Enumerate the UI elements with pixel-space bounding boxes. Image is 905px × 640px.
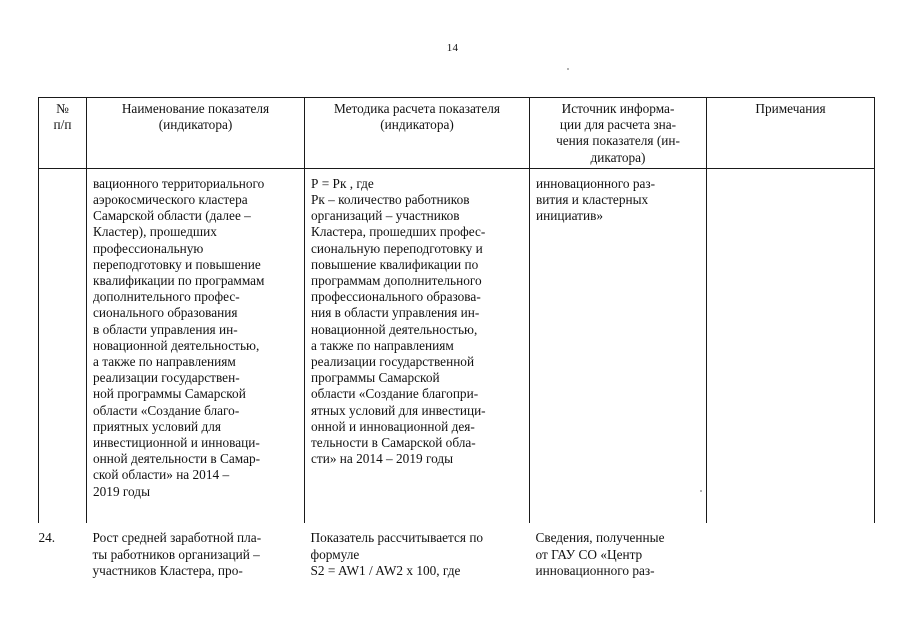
header-information-source: Источник информа- ции для расчета зна- чения показателя (ин- дикатора) (530, 98, 707, 169)
calculation-method: Показатель рассчитывается по формуле S2 = AW1 / AW2 x 100, где (310, 530, 484, 578)
header-indicator-name: Наименование показателя (индикатора) (87, 98, 305, 169)
notes (707, 168, 875, 523)
information-source: Сведения, полученные от ГАУ СО «Центр инновационного раз- (535, 530, 665, 578)
header-calculation-method: Методика расчета показателя (индикатора) (305, 98, 530, 169)
indicators-table (38, 97, 875, 603)
information-source: инновационного раз- вития и кластерных инициатив» (530, 168, 707, 523)
header-number: № п/п (39, 98, 87, 169)
scan-speck (567, 68, 569, 70)
page-number: 14 (446, 42, 459, 54)
notes (707, 523, 875, 603)
table-row (39, 168, 875, 523)
row-number: 24. (38, 530, 56, 546)
table-header-row (39, 98, 875, 169)
indicator-name: вационного территориального аэрокосмического кластера Самарской области (далее – Кластер), прошедших профессиональную переподготовку и повышение квалификации по программам дополнительного профес- сионального образования в области управления ин- новационной деятельностью, а также по направлениям реализации государствен- ной программы Самарской области «Создание благо- приятных условий для инвестиционной и инноваци- онной деятельности в Самар- ской области» на 2014 – 2019 годы (87, 168, 305, 523)
calculation-method: Р = Рк , где Рк – количество работников организаций – участников Кластера, прошедших профес- сиональную переподготовку и повышение квалификации по программам дополнительного профессионального образова- ния в области управления ин- новационной деятельностью, а также по направлениям реализации государственной программы Самарской области «Создание благопри- ятных условий для инвестици- онной и инновационной дея- тельности в Самарской обла- сти» на 2014 – 2019 годы (305, 168, 530, 523)
header-notes: Примечания (707, 98, 875, 169)
indicator-name: Рост средней заработной пла- ты работников организаций – участников Кластера, про- (92, 530, 262, 578)
row-number (39, 168, 87, 523)
table-row (39, 523, 875, 603)
